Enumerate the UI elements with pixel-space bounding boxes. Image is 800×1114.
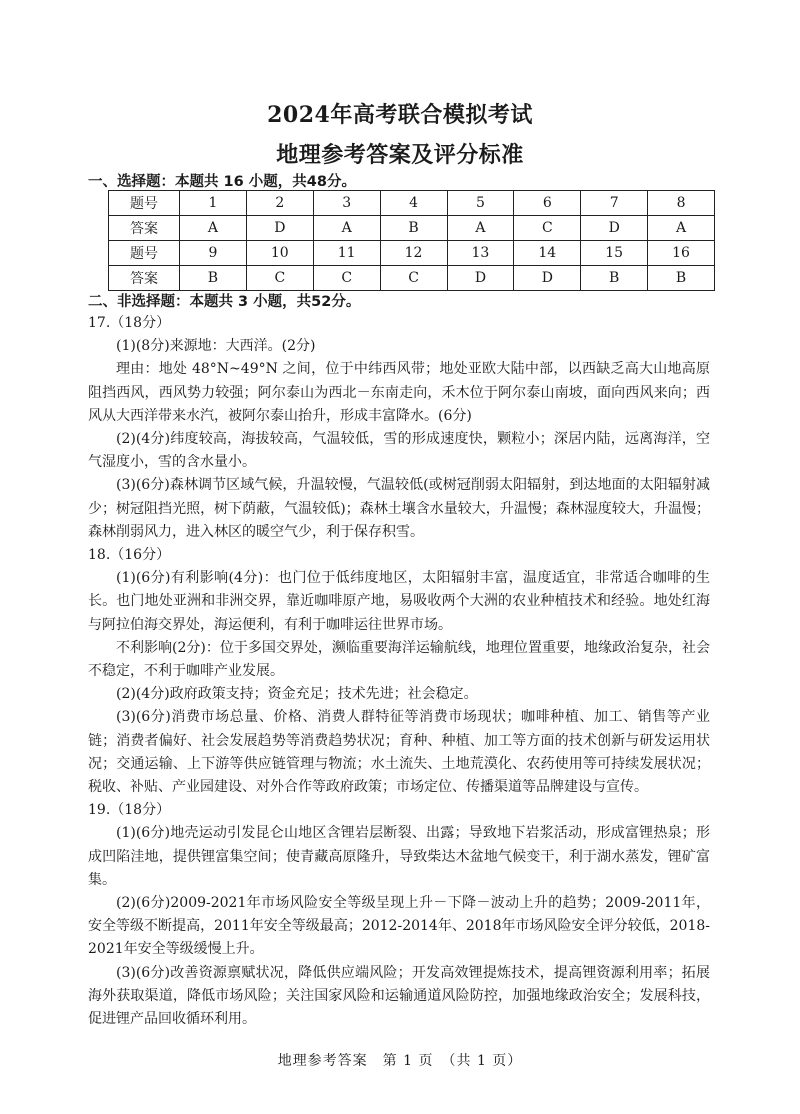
table-cell: B [180,266,247,291]
section-heading-free-response: 二、非选择题：本题共 3 小题，共52分。 [88,294,361,310]
table-cell: 11 [313,241,380,266]
table-cell: 9 [180,241,247,266]
answer-paragraph: (3)(6分)消费市场总量、价格、消费人群特征等消费市场现状；咖啡种植、加工、销售等产业链；消费者偏好、社会发展趋势等消费趋势状况；育种、种植、加工等方面的技术创新与研发运用状况；交通运输、上下游等供应链管理与物流；水土流失、土地荒漠化、农药使用等可持续发展状况；税收、补贴、产业园建设、对外合作等政府政策；市场定位、传播渠道等品牌建设与宣传。 [88,709,710,796]
table-cell: 7 [581,191,648,216]
answer-paragraph: (2)(4分)政府政策支持；资金充足；技术先进；社会稳定。 [116,686,478,703]
answer-paragraph: (2)(6分)2009-2021年市场风险安全等级呈现上升－下降－波动上升的趋势；2009-2011年，安全等级不断提高，2011年安全等级最高；2012-2014年、2018年市场风险安全评分较低，2018-2021年安全等级缓慢上升。 [88,895,710,958]
question-number: 18.（16分） [88,547,171,564]
table-cell: 13 [447,241,514,266]
table-cell: B [581,266,648,291]
table-row-header: 题号 [109,191,180,216]
section-heading-multiple-choice: 一、选择题：本题共 16 小题，共48分。 [88,174,356,190]
table-row-header: 答案 [109,216,180,241]
table-cell: 5 [447,191,514,216]
table-cell: 3 [313,191,380,216]
table-cell: 16 [648,241,715,266]
answer-paragraph: (1)(6分)地壳运动引发昆仑山地区含锂岩层断裂、出露；导致地下岩浆活动，形成富锂热泉；形成凹陷洼地，提供锂富集空间；使青藏高原隆升，导致柴达木盆地气候变干，利于湖水蒸发，锂矿富集。 [88,825,710,888]
table-cell: 14 [514,241,581,266]
answer-paragraph: (1)(8分)来源地：大西洋。(2分) [116,338,316,355]
table-row-header: 答案 [109,266,180,291]
table-cell: B [648,266,715,291]
table-cell: C [313,266,380,291]
answer-paragraph: (3)(6分)森林调节区域气候，升温较慢，气温较低(或树冠削弱太阳辐射，到达地面的太阳辐射减少；树冠阻挡光照，树下荫蔽，气温较低)；森林土壤含水量较大，升温慢；森林湿度较大，升温慢；森林削弱风力，进入林区的暖空气少，利于保存积雪。 [88,477,710,540]
answer-paragraph: (1)(6分)有利影响(4分)：也门位于低纬度地区，太阳辐射丰富，温度适宜，非常适合咖啡的生长。也门地处亚洲和非洲交界，靠近咖啡原产地，易吸收两个大洲的农业种植技术和经验。地处红海与阿拉伯海交界处，海运便利，有利于咖啡运往世界市场。 [88,570,710,633]
page-footer: 地理参考答案 第 1 页 （共 1 页） [277,1053,523,1069]
table-row [109,266,715,291]
table-cell: 12 [380,241,447,266]
answer-paragraph: 理由：地处 48°N~49°N 之间，位于中纬西风带；地处亚欧大陆中部，以西缺乏高大山地高原阻挡西风，西风势力较强；阿尔泰山为西北－东南走向，禾木位于阿尔泰山南坡，面向西风来向；西风从大西洋带来水汽，被阿尔泰山抬升，形成丰富降水。(6分) [88,361,710,424]
table-cell: B [380,216,447,241]
table-row-header: 题号 [109,241,180,266]
table-cell: A [313,216,380,241]
table-row [109,216,715,241]
table-cell: 10 [246,241,313,266]
answer-table [108,190,715,291]
table-row [109,191,715,216]
answer-paragraph: (3)(6分)改善资源禀赋状况，降低供应端风险；开发高效锂提炼技术，提高锂资源利用率；拓展海外获取渠道，降低市场风险；关注国家风险和运输通道风险防控，加强地缘政治安全；发展科技，促进锂产品回收循环利用。 [88,964,710,1028]
table-cell: D [246,216,313,241]
table-cell: D [514,266,581,291]
answer-paragraph: 不利影响(2分)：位于多国交界处，濒临重要海洋运输航线，地理位置重要，地缘政治复杂，社会不稳定，不利于咖啡产业发展。 [88,639,710,680]
table-cell: A [648,216,715,241]
table-cell: 15 [581,241,648,266]
table-cell: 2 [246,191,313,216]
page-title: 2024年高考联合模拟考试 [267,102,533,128]
table-row [109,241,715,266]
table-cell: A [180,216,247,241]
table-cell: 1 [180,191,247,216]
table-cell: C [246,266,313,291]
table-cell: 4 [380,191,447,216]
question-number: 17.（18分） [88,315,171,331]
table-cell: D [447,266,514,291]
answer-paragraph: (2)(4分)纬度较高，海拔较高，气温较低，雪的形成速度快，颗粒小；深居内陆，远离海洋，空气湿度小，雪的含水量小。 [88,431,710,471]
table-cell: 6 [514,191,581,216]
answer-body [88,312,710,1031]
table-cell: A [447,216,514,241]
question-number: 19.（18分） [88,802,171,819]
table-cell: D [581,216,648,241]
page-subtitle: 地理参考答案及评分标准 [276,142,524,168]
table-cell: 8 [648,191,715,216]
table-cell: C [380,266,447,291]
table-cell: C [514,216,581,241]
